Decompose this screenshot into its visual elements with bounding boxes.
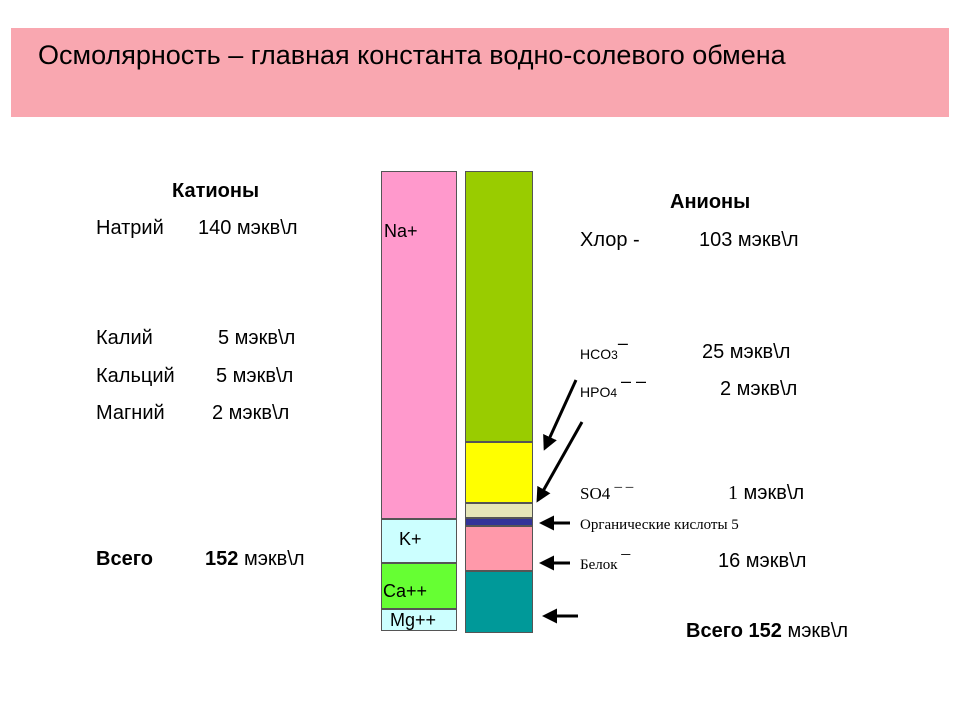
cation-name-sodium: Натрий [96,217,164,239]
cation-value-potassium: 5 мэкв\л [218,327,296,349]
cations-total-unit: мэкв\л [243,548,305,570]
hco3-main: HCO [580,346,612,362]
cations-total-label: Всего [96,548,153,570]
anion-value-protein: 16 мэкв\л [718,550,807,572]
column-segment-so4 [465,518,533,526]
column-segment-na- [381,171,457,519]
column-label-k-: K+ [399,529,422,549]
hpo4-charge: – – [621,371,647,391]
column-segment-hco3 [465,442,533,503]
anion-organic-acids: Органические кислоты 5 [580,517,739,533]
arrow-hpo4 [538,422,582,500]
anions-total-value: Всего 152 [686,620,782,642]
column-segment-mg- [381,609,457,631]
anions-total-unit: мэкв\л [781,620,849,642]
page-title: Осмолярность – главная константа водно-солевого обмена [38,40,786,70]
column-segment-organic-acids [465,526,533,571]
hco3-sub: 3 [611,348,618,362]
so4-main: SO4 [580,484,611,503]
column-label-mg-: Mg++ [390,610,437,630]
column-segment-ca- [381,563,457,609]
column-segment-protein [465,571,533,633]
column-label-ca-: Ca++ [383,581,428,601]
column-segment-k- [381,519,457,563]
so4-charge: – – [614,479,634,495]
so4-num: 1 [728,482,738,504]
cation-name-potassium: Калий [96,327,153,349]
column-segment-cl [465,171,533,442]
protein-charge: – [621,543,631,563]
protein-main: Белок [580,557,618,573]
cations-total-value: 152 [205,548,239,570]
cation-value-sodium: 140 мэкв\л [198,217,298,239]
anion-value-hco3: 25 мэкв\л [702,341,791,363]
hco3-charge: – [617,333,628,353]
anion-value-chlor: 103 мэкв\л [699,229,799,251]
anion-value-hpo4: 2 мэкв\л [720,378,798,400]
so4-unit: мэкв\л [738,482,805,504]
cation-value-calcium: 5 мэкв\л [216,365,294,387]
hpo4-sub: 4 [610,386,618,400]
hpo4-main: HPO [580,384,611,400]
column-segment-hpo4 [465,503,533,518]
anions-heading: Анионы [670,191,751,213]
anion-name-chlor: Хлор - [580,229,640,251]
cations-heading: Катионы [172,180,260,202]
cation-value-magnesium: 2 мэкв\л [212,402,290,424]
column-label-na-: Na+ [384,221,418,241]
cation-name-magnesium: Магний [96,402,165,424]
arrow-hco3 [545,380,576,448]
cation-name-calcium: Кальций [96,365,175,387]
